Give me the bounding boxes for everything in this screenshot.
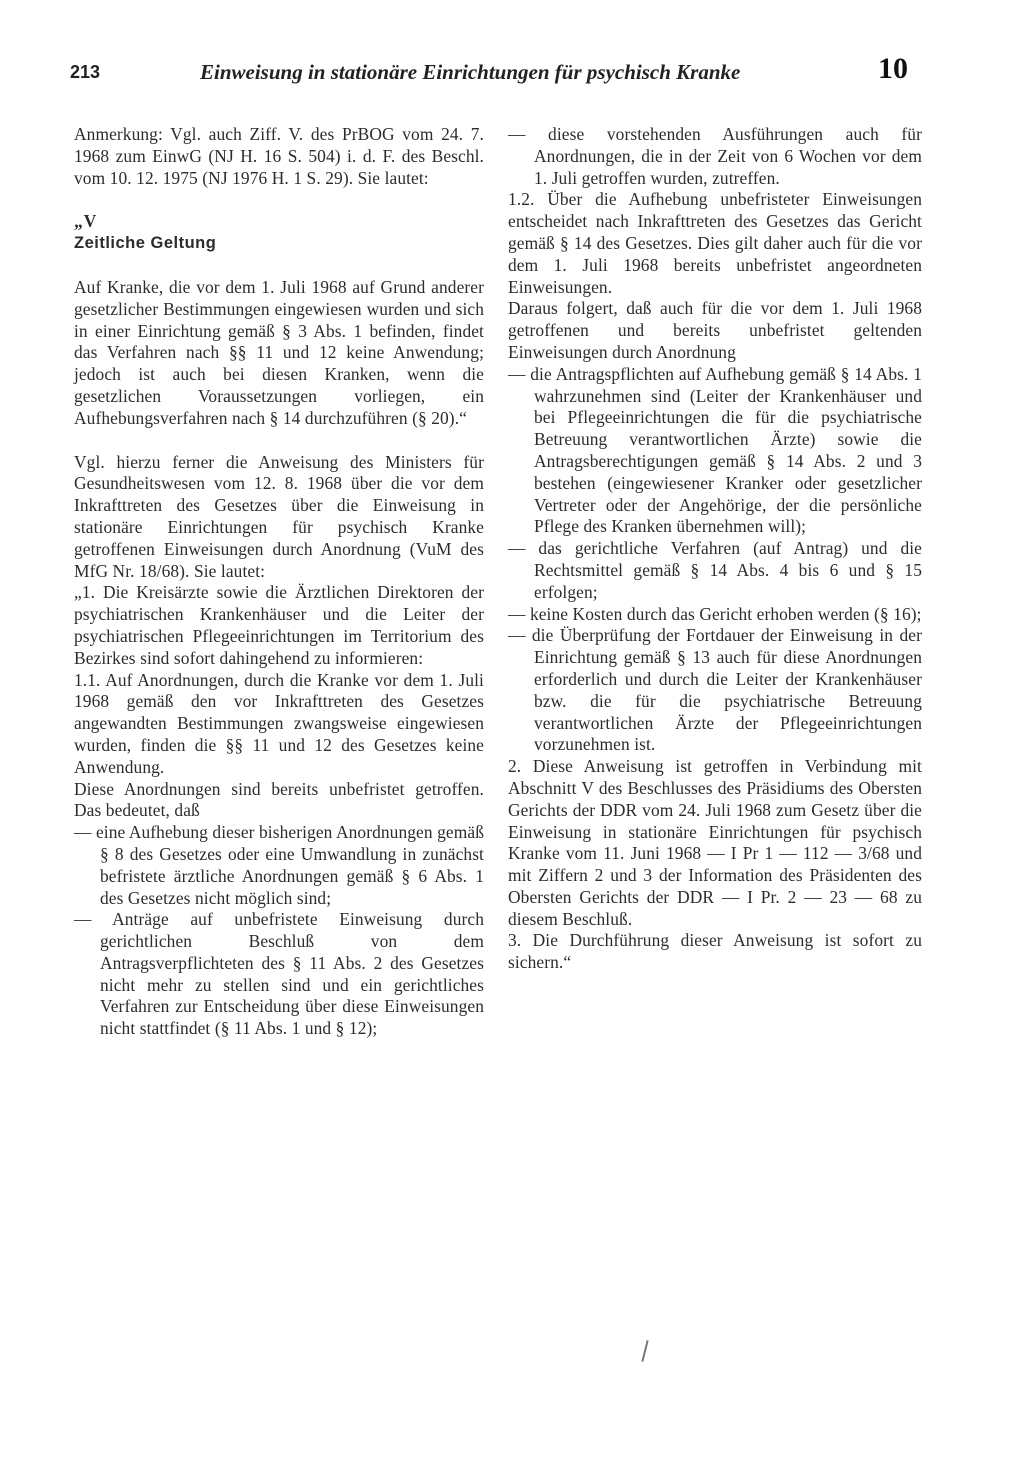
- section-title: Zeitliche Geltung: [74, 234, 217, 253]
- quoted-paragraph: Auf Kranke, die vor dem 1. Juli 1968 auf Grund anderer gesetzlicher Bestimmungen eingewiesen wurden und sich in einer Einrichtung gemäß § 3 Abs. 1 befinden, findet das Verfahren nach §§ 11 und 12 keine Anwendung; jedoch ist auch bei diesen Kranken, wenn die gesetzlichen Voraussetzungen vorliegen, ein Aufhebungsverfahren nach § 14 durchzuführen (§ 20).“: [74, 276, 484, 428]
- list-item: — Anträge auf unbefristete Einweisung durch gerichtlichen Beschluß von dem Antragsverpflichteten des § 11 Abs. 2 des Gesetzes nicht mehr zu stellen sind und ein gerichtliches Verfahren zur Entscheidung über diese Einweisungen nicht stattfindet (§ 11 Abs. 1 und § 12);: [74, 909, 484, 1039]
- spacer: [74, 430, 484, 452]
- chapter-number: 10: [878, 52, 908, 85]
- note-paragraph: Anmerkung: Vgl. auch Ziff. V. des PrBOG vom 24. 7. 1968 zum EinwG (NJ H. 16 S. 504) i. d. F. des Beschl. vom 10. 12. 1975 (NJ 1976 H. 1 S. 29). Sie lautet:: [74, 124, 484, 188]
- conclusion-paragraph: Daraus folgert, daß auch für die vor dem 1. Juli 1968 getroffenen und bereits unbefristet geltenden Einweisungen durch Anordnung: [508, 298, 922, 362]
- right-column: [508, 124, 922, 974]
- item-1-1-continuation: Diese Anordnungen sind bereits unbefristet getroffen. Das bedeutet, daß: [74, 778, 484, 821]
- page-number: 213: [70, 62, 101, 82]
- page-header: [70, 52, 916, 96]
- list-item: — die Antragspflichten auf Aufhebung gemäß § 14 Abs. 1 wahrzunehmen sind (Leiter der Krankenhäuser und bei Pflegeeinrichtungen die für die psychiatrische Betreuung verantwortlichen Ärzte) sowie die Antragsberechtigungen gemäß § 14 Abs. 2 und 3 bestehen (eingewiesener Kranker oder gesetzlicher Vertreter oder der Angehörige, der die persönliche Pflege des Kranken übernehmen will);: [508, 363, 922, 537]
- item-1: „1. Die Kreisärzte sowie die Ärztlichen Direktoren der psychiatrischen Krankenhäuser und die Leiter der psychiatrischen Pflegeeinrichtungen im Territorium des Bezirkes sind sofort dahingehend zu informieren:: [74, 582, 484, 668]
- list-item: — eine Aufhebung dieser bisherigen Anordnungen gemäß § 8 des Gesetzes oder eine Umwandlung in zunächst befristete ärztliche Anordnungen gemäß § 6 Abs. 1 des Gesetzes nicht möglich sind;: [74, 822, 484, 908]
- intro-paragraph: Vgl. hierzu ferner die Anweisung des Ministers für Gesundheitswesen vom 12. 8. 1968 über die vor dem Inkrafttreten des Gesetzes über die Einweisung in stationäre Einrichtungen für psychisch Kranke getroffenen Einweisungen durch Anordnung (VuM des MfG Nr. 18/68). Sie lautet:: [74, 451, 484, 581]
- item-2: 2. Diese Anweisung ist getroffen in Verbindung mit Abschnitt V des Beschlusses des Präsidiums des Obersten Gerichts der DDR vom 24. Juli 1968 zum Gesetz über die Einweisung in stationäre Einrichtungen für psychisch Kranke vom 11. Juni 1968 — I Pr 1 — 112 — 3/68 und mit Ziffern 2 und 3 der Information des Präsidenten des Obersten Gerichts der DDR — I Pr. 2 — 23 — 68 zu diesem Beschluß.: [508, 756, 922, 929]
- list-item: — das gerichtliche Verfahren (auf Antrag) und die Rechtsmittel gemäß § 14 Abs. 4 bis 6 und § 15 erfolgen;: [508, 538, 922, 602]
- list-item: — die Überprüfung der Fortdauer der Einweisung in der Einrichtung gemäß § 13 auch für diese Anordnungen erforderlich und durch die Leiter der Krankenhäuser bzw. die für die psychiatrische Betreuung verantwortlichen Ärzte der Pflegeeinrichtungen vorzunehmen ist.: [508, 625, 922, 755]
- running-title: Einweisung in stationäre Einrichtungen für psychisch Kranke: [200, 60, 741, 84]
- item-3: 3. Die Durchführung dieser Anweisung ist sofort zu sichern.“: [508, 930, 922, 973]
- spacer: [74, 189, 484, 211]
- list-item: — diese vorstehenden Ausführungen auch für Anordnungen, die in der Zeit von 6 Wochen vor dem 1. Juli getroffen wurden, zutreffen.: [508, 124, 922, 188]
- scan-mark: [641, 1340, 648, 1362]
- left-column: [74, 124, 484, 1040]
- item-1-2: 1.2. Über die Aufhebung unbefristeter Einweisungen entscheidet nach Inkrafttreten des Gesetzes das Gericht gemäß § 14 des Gesetzes. Dies gilt daher auch für die vor dem 1. Juli 1968 bereits unbefristet angeordneten Einweisungen.: [508, 189, 922, 297]
- quote-heading: „V: [74, 211, 98, 232]
- spacer: [74, 255, 484, 277]
- item-1-1: 1.1. Auf Anordnungen, durch die Kranke vor dem 1. Juli 1968 gemäß den vor Inkrafttreten des Gesetzes angewandten Bestimmungen zwangsweise eingewiesen wurden, finden die §§ 11 und 12 des Gesetzes keine Anwendung.: [74, 669, 484, 777]
- list-item: — keine Kosten durch das Gericht erhoben werden (§ 16);: [508, 603, 922, 624]
